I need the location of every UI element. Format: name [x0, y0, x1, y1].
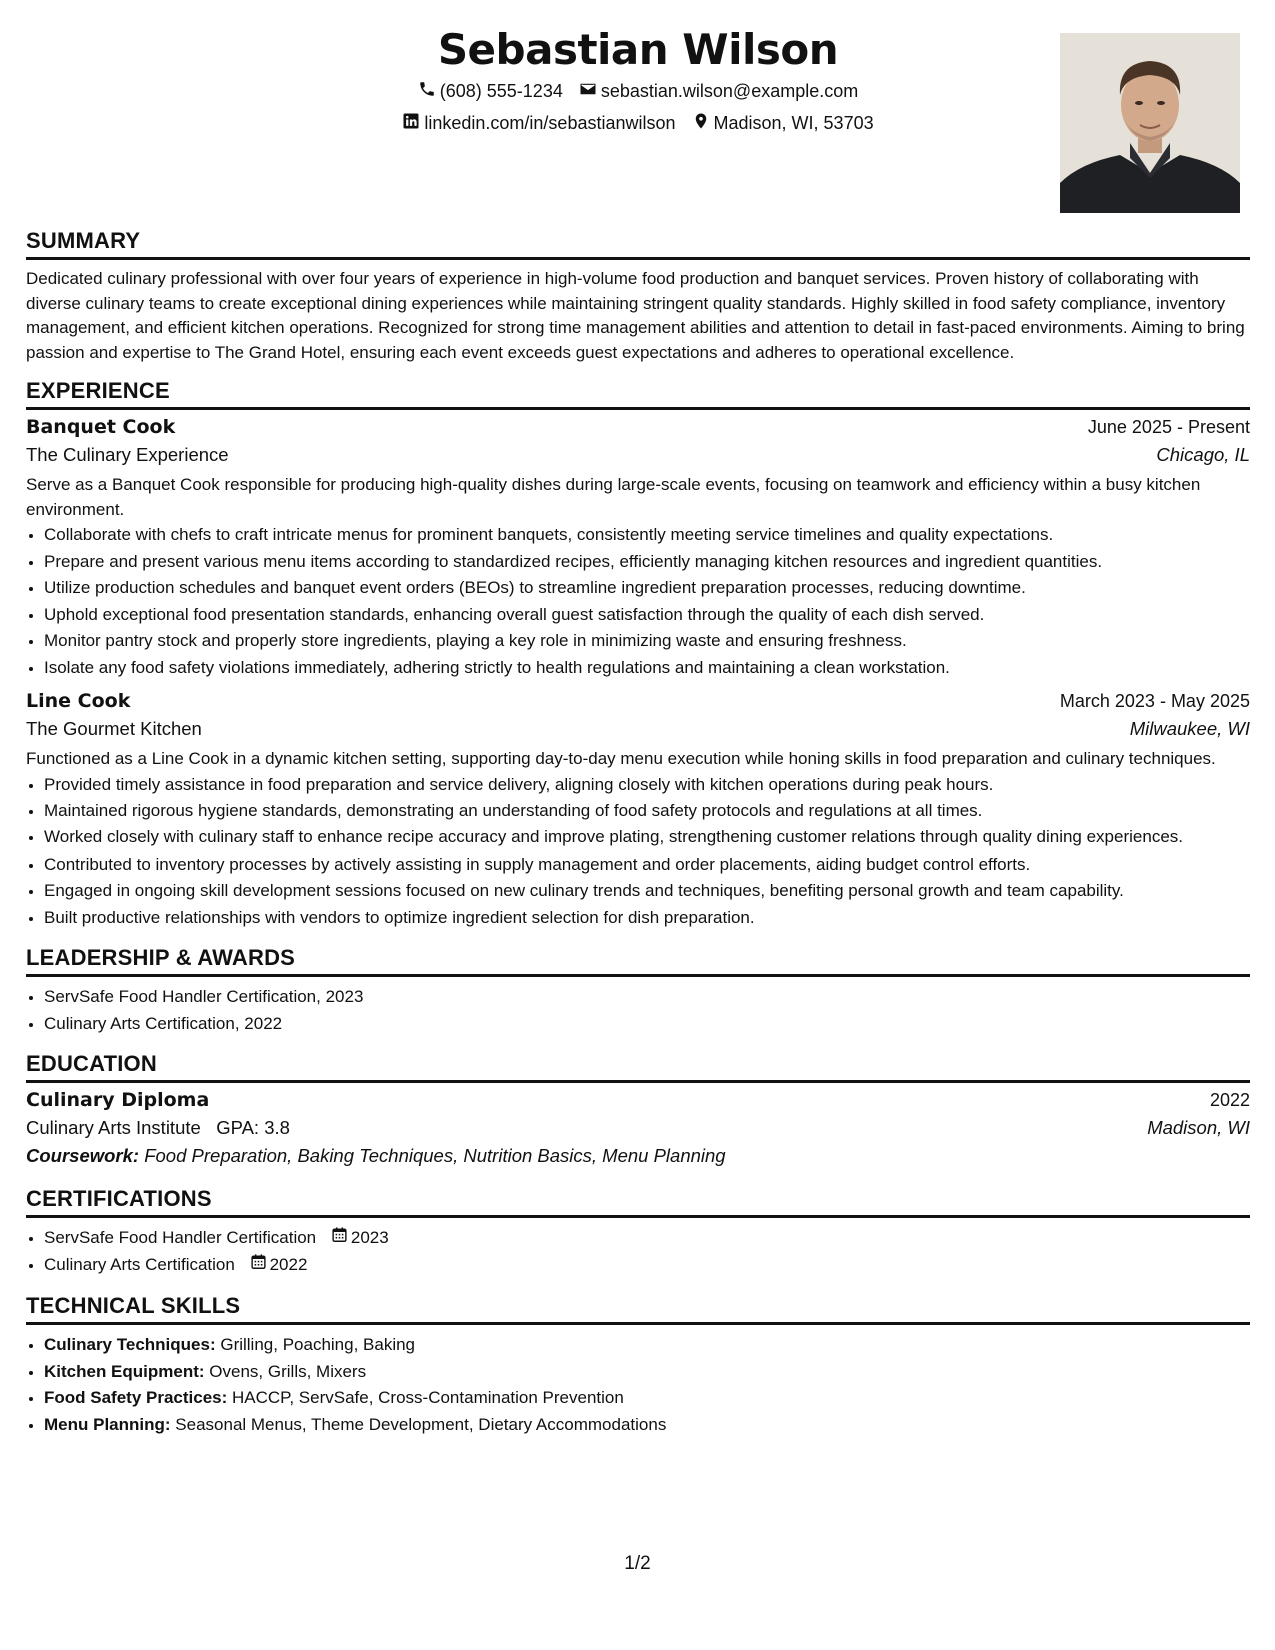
leadership-heading: LEADERSHIP & AWARDS [26, 945, 1250, 977]
resume-page [26, 20, 1250, 1438]
skill-value: Seasonal Menus, Theme Development, Dietary Accommodations [175, 1414, 667, 1434]
leadership-list [26, 984, 1250, 1037]
job-subheader [26, 444, 1250, 466]
job-description: Serve as a Banquet Cook responsible for producing high-quality dishes during large-scale events, focusing on teamwork and efficiency within a busy kitchen environment. [26, 475, 1201, 519]
profile-photo [1060, 33, 1240, 213]
certification-date [331, 1225, 389, 1252]
linkedin-contact[interactable] [402, 112, 675, 135]
location-contact [692, 112, 874, 135]
list-item: • Contributed to inventory processes by actively assisting in supply management and order placements, aiding budget control efforts. [44, 852, 1250, 879]
skills-heading: TECHNICAL SKILLS [26, 1293, 1250, 1325]
gpa: GPA: 3.8 [216, 1117, 290, 1138]
candidate-name: Sebastian Wilson [437, 25, 839, 74]
list-item: • Collaborate with chefs to craft intricate menus for prominent banquets, consistently meeting service timelines and quality expectations. [44, 522, 1250, 549]
skill-label: Menu Planning: [44, 1414, 171, 1434]
job-bullets [26, 522, 1250, 681]
job-dates: March 2023 - May 2025 [1059, 691, 1250, 711]
job-dates: June 2025 - Present [1087, 417, 1250, 437]
job-company: The Gourmet Kitchen [26, 718, 202, 739]
list-item [44, 1385, 1250, 1412]
school-location: Madison, WI [1147, 1117, 1250, 1138]
school-info [26, 1117, 290, 1139]
skill-value: Grilling, Poaching, Baking [220, 1335, 416, 1354]
certifications-heading: CERTIFICATIONS [26, 1186, 1250, 1218]
skill-label: Kitchen Equipment: [44, 1361, 205, 1381]
job-header [26, 416, 1250, 438]
certification-year: 2023 [350, 1228, 389, 1247]
school-name: Culinary Arts Institute [26, 1117, 201, 1138]
certifications-section [26, 1186, 1250, 1278]
linkedin-icon [402, 112, 420, 135]
certifications-list [26, 1225, 1250, 1278]
coursework-label: Coursework: [26, 1145, 140, 1166]
job-bullets [26, 772, 1250, 932]
phone-contact[interactable] [418, 80, 563, 103]
skills-section [26, 1293, 1250, 1438]
list-item: • Provided timely assistance in food preparation and service delivery, aligning closely with kitchen operations during peak hours. [44, 772, 1250, 799]
list-item: • Worked closely with culinary staff to enhance recipe accuracy and improve plating, strengthening customer relations through quality dining experiences. [44, 825, 1250, 849]
certification-year: 2022 [269, 1254, 308, 1274]
list-item: • Engaged in ongoing skill development sessions focused on new culinary trends and techniques, benefiting personal growth and team capability. [44, 878, 1250, 905]
job-description: Functioned as a Line Cook in a dynamic kitchen setting, supporting day-to-day menu execution while honing skills in food preparation and culinary techniques. [26, 749, 1216, 768]
list-item: • Maintained rigorous hygiene standards, demonstrating an understanding of food safety protocols and regulations at all times. [44, 798, 1250, 825]
education-subheader [26, 1117, 1250, 1139]
list-item: • Isolate any food safety violations immediately, adhering strictly to health regulations and maintaining a clean workstation. [44, 655, 1250, 682]
job-entry [26, 416, 1250, 681]
certification-name: ServSafe Food Handler Certification [44, 1228, 317, 1247]
education-header [26, 1089, 1250, 1111]
location-text: Madison, WI, 53703 [713, 113, 874, 133]
degree-title: Culinary Diploma [26, 1089, 210, 1111]
skill-label: Culinary Techniques: [44, 1335, 216, 1354]
graduation-year: 2022 [1209, 1090, 1250, 1110]
certification-name: Culinary Arts Certification [44, 1254, 235, 1274]
summary-section [26, 228, 1250, 365]
email-text: sebastian.wilson@example.com [600, 81, 859, 101]
list-item: • ServSafe Food Handler Certification, 2023 [44, 984, 1250, 1011]
list-item: • Uphold exceptional food presentation standards, enhancing overall guest satisfaction through the quality of each dish served. [44, 602, 1250, 629]
job-location: Milwaukee, WI [1129, 718, 1250, 739]
coursework-text: Food Preparation, Baking Techniques, Nutrition Basics, Menu Planning [144, 1145, 726, 1166]
coursework [26, 1145, 1250, 1167]
skill-label: Food Safety Practices: [44, 1388, 228, 1407]
skills-list [26, 1332, 1250, 1438]
calendar-icon [250, 1252, 267, 1279]
skill-value: Ovens, Grills, Mixers [209, 1361, 367, 1381]
list-item: • Built productive relationships with vendors to optimize ingredient selection for dish preparation. [44, 905, 1250, 932]
list-item: • Utilize production schedules and banquet event orders (BEOs) to streamline ingredient preparation processes, reducing downtime. [44, 575, 1250, 602]
map-pin-icon [692, 112, 710, 135]
job-subheader [26, 718, 1250, 740]
certification-date [250, 1252, 308, 1279]
job-location: Chicago, IL [1156, 444, 1250, 465]
job-title: Line Cook [26, 690, 131, 712]
experience-heading: EXPERIENCE [26, 378, 1250, 410]
list-item: • Culinary Arts Certification, 2022 [44, 1011, 1250, 1038]
list-item [44, 1359, 1250, 1386]
job-header [26, 690, 1250, 712]
summary-heading: SUMMARY [26, 228, 1250, 260]
list-item [44, 1332, 1250, 1359]
list-item [44, 1225, 1250, 1252]
resume-header [26, 20, 1250, 228]
skill-value: HACCP, ServSafe, Cross-Contamination Prevention [232, 1388, 624, 1407]
email-contact[interactable] [579, 80, 858, 103]
list-item [44, 1252, 1250, 1279]
calendar-icon [331, 1225, 348, 1252]
education-heading: EDUCATION [26, 1051, 1250, 1083]
list-item: • Monitor pantry stock and properly store ingredients, playing a key role in minimizing waste and ensuring freshness. [44, 628, 1250, 655]
envelope-icon [579, 80, 597, 103]
experience-section [26, 378, 1250, 931]
list-item: • Prepare and present various menu items according to standardized recipes, efficiently managing kitchen resources and ingredient quantities. [44, 549, 1250, 576]
phone-text: (608) 555-1234 [439, 81, 563, 101]
phone-icon [418, 80, 436, 103]
job-entry [26, 690, 1250, 931]
education-section [26, 1051, 1250, 1167]
leadership-section [26, 945, 1250, 1037]
list-item [44, 1412, 1250, 1439]
job-title: Banquet Cook [26, 416, 176, 438]
summary-text: Dedicated culinary professional with over four years of experience in high-volume food production and banquet services. Proven history of collaborating with diverse culinary teams to create exceptional dining experiences while maintaining stringent quality standards. Highly skilled in food safety compliance, inventory management, and efficient kitchen operations. Recognized for strong time management abilities and attention to detail in fast-paced environments. Aiming to bring passion and expertise to The Grand Hotel, ensuring each event exceeds guest expectations and adheres to operational excellence. [26, 269, 1245, 362]
job-company: The Culinary Experience [26, 444, 229, 465]
linkedin-text: linkedin.com/in/sebastianwilson [424, 113, 676, 133]
page-number: 1/2 [624, 1553, 651, 1574]
